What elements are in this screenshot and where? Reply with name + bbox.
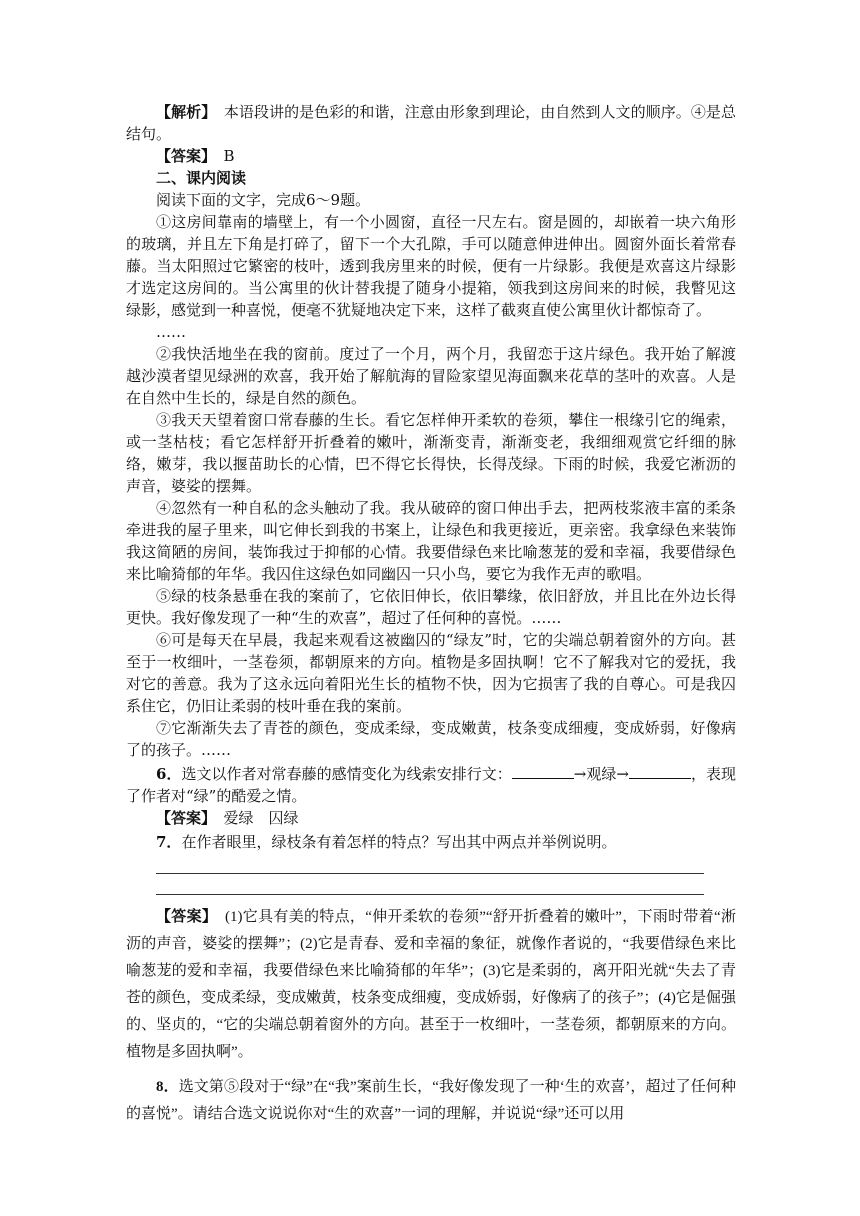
- analysis-paragraph: [126, 101, 736, 145]
- passage-paragraph-6: ⑥可是每天在早晨，我起来观看这被幽囚的“绿友”时，它的尖端总朝着窗外的方向。甚至于一枚细叶，一茎卷须，都朝原来的方向。植物是多固执啊！它不了解我对它的爱抚，我对它的善意。我为了这永远向着阳光生长的植物不快，因为它损害了我的自尊心。可是我囚系住它，仍旧让柔弱的枝叶垂在我的案前。: [126, 631, 736, 715]
- passage-paragraph-3: ③我天天望着窗口常春藤的生长。看它怎样伸开柔软的卷须，攀住一根缘引它的绳索，或一茎枯枝；看它怎样舒开折叠着的嫩叶，渐渐变青，渐渐变老，我细细观赏它纤细的脉络，嫩芽，我以揠苗助长的心情，巴不得它长得快，长得茂绿。下雨的时候，我爱它淅沥的声音，婆娑的摆舞。: [126, 411, 736, 495]
- question-7-number: 7．: [156, 833, 182, 851]
- answer-6-text: 爱绿 囚绿: [208, 809, 299, 827]
- question-7: [126, 831, 736, 853]
- question-6-part2: ，表现了作者对“绿”的酷爱之情。: [126, 765, 736, 805]
- question-8-text: 选文第⑤段对于“绿”在“我”案前生长，“我好像发现了一种‘生的欢喜’，超过了任何种的喜悦”。请结合选文说说你对“生的欢喜”一词的理解，并说说“绿”还可以用: [126, 1079, 736, 1122]
- answer-7-paragraph: [126, 903, 736, 1066]
- passage-paragraph-1: ①这房间靠南的墙壁上，有一个小圆窗，直径一尺左右。窗是圆的，却嵌着一块六角形的玻璃，并且左下角是打碎了，留下一个大孔隙，手可以随意伸进伸出。圆窗外面长着常春藤。当太阳照过它繁密的枝叶，透到我房里来的时候，便有一片绿影。我便是欢喜这片绿影才选定这房间的。当公寓里的伙计替我提了随身小提箱，领我到这房间来的时候，我瞥见这绿影，感觉到一种喜悦，便毫不犹疑地决定下来，这样了截爽直使公寓里伙计都惊奇了。: [126, 213, 736, 319]
- answer-line-1[interactable]: [156, 853, 704, 874]
- answer-5-tag: 【答案】: [156, 147, 209, 165]
- reading-instruction: 阅读下面的文字，完成6～9题。: [156, 191, 371, 209]
- answer-5-text: B: [208, 147, 235, 165]
- passage-paragraph-2: ②我快活地坐在我的窗前。度过了一个月，两个月，我留恋于这片绿色。我开始了解渡越沙漠者望见绿洲的欢喜，我开始了解航海的冒险家望见海面飘来花草的茎叶的欢喜。人是在自然中生长的，绿是自然的颜色。: [126, 345, 736, 407]
- answer-7-text: (1)它具有美的特点，“伸开柔软的卷须”“舒开折叠着的嫩叶”，下雨时带着“淅沥的声音，婆娑的摆舞”；(2)它是青春、爱和幸福的象征，就像作者说的，“我要借绿色来比喻葱茏的爱和幸福，我要借绿色来比喻猗郁的年华”；(3)它是柔弱的，离开阳光就“失去了青苍的颜色，变成柔绿，变成嫩黄，枝条变成细瘦，变成娇弱，好像病了的孩子”；(4)它是倔强的、坚贞的，“它的尖端总朝着窗外的方向。甚至于一枚细叶，一茎卷须，都朝原来的方向。植物是多固执啊”。: [126, 909, 736, 1060]
- passage-ellipsis: ……: [156, 323, 186, 341]
- analysis-tag: 【解析】: [156, 103, 209, 121]
- question-6: [126, 763, 736, 807]
- question-8-number: 8．: [156, 1079, 179, 1095]
- answer-5-paragraph: [126, 145, 736, 167]
- question-6-arrow: →观绿→: [573, 765, 629, 783]
- question-6-blank-2[interactable]: [629, 764, 691, 779]
- passage-paragraph-4: ④忽然有一种自私的念头触动了我。我从破碎的窗口伸出手去，把两枝浆液丰富的柔条牵进我的屋子里来，叫它伸长到我的书案上，让绿色和我更接近，更亲密。我拿绿色来装饰我这简陋的房间，装饰我过于抑郁的心情。我要借绿色来比喻葱茏的爱和幸福，我要借绿色来比喻猗郁的年华。我囚住这绿色如同幽囚一只小鸟，要它为我作无声的歌唱。: [126, 499, 736, 583]
- question-8: [126, 1074, 736, 1128]
- passage-paragraph-7: ⑦它渐渐失去了青苍的颜色，变成柔绿，变成嫩黄，枝条变成细瘦，变成娇弱，好像病了的孩子。……: [126, 719, 736, 759]
- answer-line-2[interactable]: [156, 874, 704, 895]
- answer-6-tag: 【答案】: [156, 809, 209, 827]
- document-page: [126, 101, 736, 1128]
- answer-6-paragraph: [126, 807, 736, 829]
- question-6-part1: 选文以作者对常春藤的感情变化为线索安排行文：: [181, 765, 512, 783]
- analysis-text: 本语段讲的是色彩的和谐，注意由形象到理论，由自然到人文的顺序。④是总结句。: [126, 103, 736, 143]
- answer-7-tag: 【答案】: [156, 907, 210, 925]
- question-7-text: 在作者眼里，绿枝条有着怎样的特点？写出其中两点并举例说明。: [181, 833, 617, 851]
- passage-paragraph-5: ⑤绿的枝条悬垂在我的案前了，它依旧伸长，依旧攀缘，依旧舒放，并且比在外边长得更快。我好像发现了一种“生的欢喜”，超过了任何种的喜悦。……: [126, 587, 736, 627]
- section-2-title: 二、课内阅读: [156, 169, 247, 187]
- question-6-blank-1[interactable]: [512, 764, 574, 779]
- question-6-number: 6．: [156, 765, 182, 783]
